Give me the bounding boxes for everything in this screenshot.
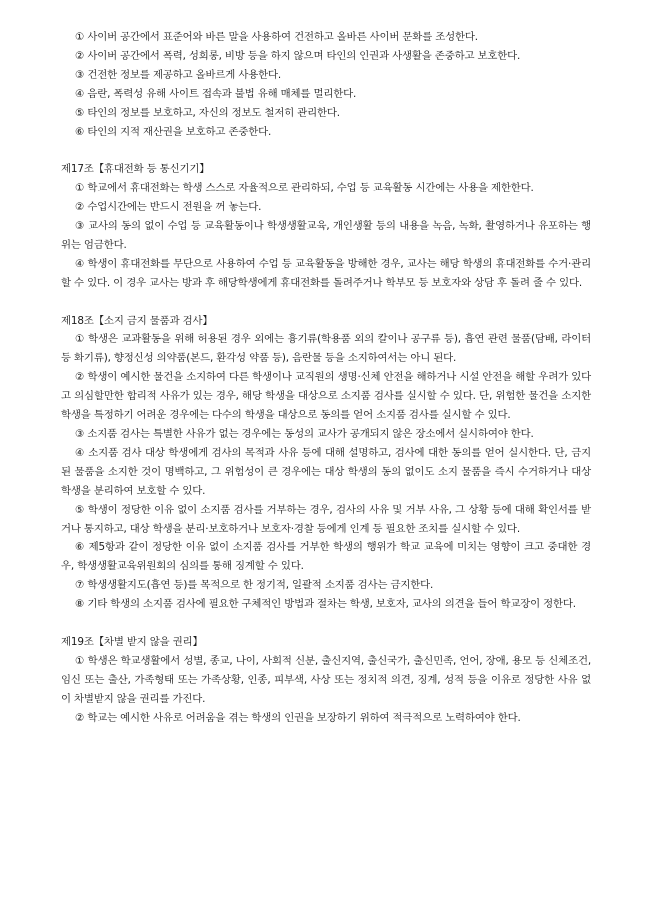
list-item: ④ 학생이 휴대전화를 무단으로 사용하여 수업 등 교육활동을 방해한 경우, 교사는 해당 학생의 휴대전화를 수거·관리할 수 있다. 이 경우 교사는 방과 후 해당학생에게 휴대전화를 돌려주거나 학부모 등 보호자와 상담 후 돌려 줄 수 있다. bbox=[61, 257, 591, 289]
list-item: ② 수업시간에는 반드시 전원을 꺼 놓는다. bbox=[75, 201, 262, 214]
list-item: ⑥ 제5항과 같이 정당한 이유 없이 소지품 검사를 거부한 학생의 행위가 학교 교육에 미치는 영향이 크고 중대한 경우, 학생생활교육위원회의 심의를 통해 징계할 수 있다. bbox=[61, 541, 591, 573]
article-18 bbox=[61, 312, 591, 615]
list-item: ④ 음란, 폭력성 유해 사이트 접속과 불법 유해 매체를 멀리한다. bbox=[75, 87, 357, 100]
list-item: ② 학교는 예시한 사유로 어려움을 겪는 학생의 인권을 보장하기 위하여 적극적으로 노력하여야 한다. bbox=[75, 711, 521, 724]
list-item: ④ 소지품 검사 대상 학생에게 검사의 목적과 사유 등에 대해 설명하고, 검사에 대한 동의를 얻어 실시한다. 단, 금지된 물품을 소지한 것이 명백하고, 그 위험성이 큰 경우에는 대상 학생의 동의 없이도 소지 물품을 즉시 수거하거나 대상 학생을 분리하여 보호할 수 있다. bbox=[61, 446, 591, 497]
article-heading: 제17조【휴대전화 등 통신기기】 bbox=[61, 163, 210, 176]
intro-list bbox=[61, 28, 591, 141]
list-item: ③ 소지품 검사는 특별한 사유가 없는 경우에는 동성의 교사가 공개되지 않은 장소에서 실시하여야 한다. bbox=[75, 428, 534, 440]
list-item: ① 학생은 교과활동을 위해 허용된 경우 외에는 흉기류(학용품 외의 칼이나 공구류 등), 흡연 관련 물품(담배, 라이터 등 화기류), 향정신성 의약품(본드, 환각성 약품 등), 음란물 등을 소지하여서는 아니 된다. bbox=[61, 333, 591, 365]
list-item: ① 사이버 공간에서 표준어와 바른 말을 사용하여 건전하고 올바른 사이버 문화를 조성한다. bbox=[75, 31, 478, 43]
article-heading: 제18조【소지 금지 물품과 검사】 bbox=[61, 314, 213, 327]
list-item: ⑤ 타인의 정보를 보호하고, 자신의 정보도 철저히 관리한다. bbox=[75, 106, 340, 119]
list-item: ⑦ 학생생활지도(흡연 등)를 목적으로 한 정기적, 일괄적 소지품 검사는 금지한다. bbox=[75, 579, 434, 592]
list-item: ⑥ 타인의 지적 재산권을 보호하고 존중한다. bbox=[75, 125, 272, 138]
list-item: ③ 건전한 정보를 제공하고 올바르게 사용한다. bbox=[75, 68, 282, 81]
article-19 bbox=[61, 633, 591, 728]
list-item: ⑤ 학생이 정당한 이유 없이 소지품 검사를 거부하는 경우, 검사의 사유 및 거부 사유, 그 상황 등에 대해 확인서를 받거나 통지하고, 대상 학생을 분리·보호하거나 보호자·경찰 등에게 인계 등 필요한 조치를 실시할 수 있다. bbox=[61, 503, 591, 535]
list-item: ③ 교사의 동의 없이 수업 등 교육활동이나 학생생활교육, 개인생활 등의 내용을 녹음, 녹화, 촬영하거나 유포하는 행위는 엄금한다. bbox=[61, 220, 591, 251]
article-17 bbox=[61, 160, 591, 292]
list-item: ⑧ 기타 학생의 소지품 검사에 필요한 구체적인 방법과 절차는 학생, 보호자, 교사의 의견을 들어 학교장이 정한다. bbox=[75, 598, 576, 611]
list-item: ① 학교에서 휴대전화는 학생 스스로 자율적으로 관리하되, 수업 등 교육활동 시간에는 사용을 제한한다. bbox=[75, 182, 534, 195]
list-item: ② 학생이 예시한 물건을 소지하여 다른 학생이나 교직원의 생명·신체 안전을 해하거나 시설 안전을 해할 우려가 있다고 의심할만한 합리적 사유가 있는 경우, 해당 학생을 대상으로 소지품 검사를 실시할 수 있다. 단, 위험한 물건을 소지한 학생을 특정하기 어려운 경우에는 다수의 학생을 대상으로 동의를 얻어 소지품 검사를 실시할 수 있다. bbox=[61, 371, 591, 422]
document-page bbox=[61, 28, 591, 727]
article-heading: 제19조【차별 받지 않을 권리】 bbox=[61, 635, 203, 648]
list-item: ② 사이버 공간에서 폭력, 성희롱, 비방 등을 하지 않으며 타인의 인권과 사생활을 존중하고 보호한다. bbox=[75, 49, 521, 62]
list-item: ① 학생은 학교생활에서 성별, 종교, 나이, 사회적 신분, 출신지역, 출신국가, 출신민족, 언어, 장애, 용모 등 신체조건, 임신 또는 출산, 가족형태 또는 가족상황, 인종, 피부색, 사상 또는 정치적 의견, 징계, 성적 등을 이유로 정당한 사유 없이 차별받지 않을 권리를 가진다. bbox=[61, 654, 591, 705]
